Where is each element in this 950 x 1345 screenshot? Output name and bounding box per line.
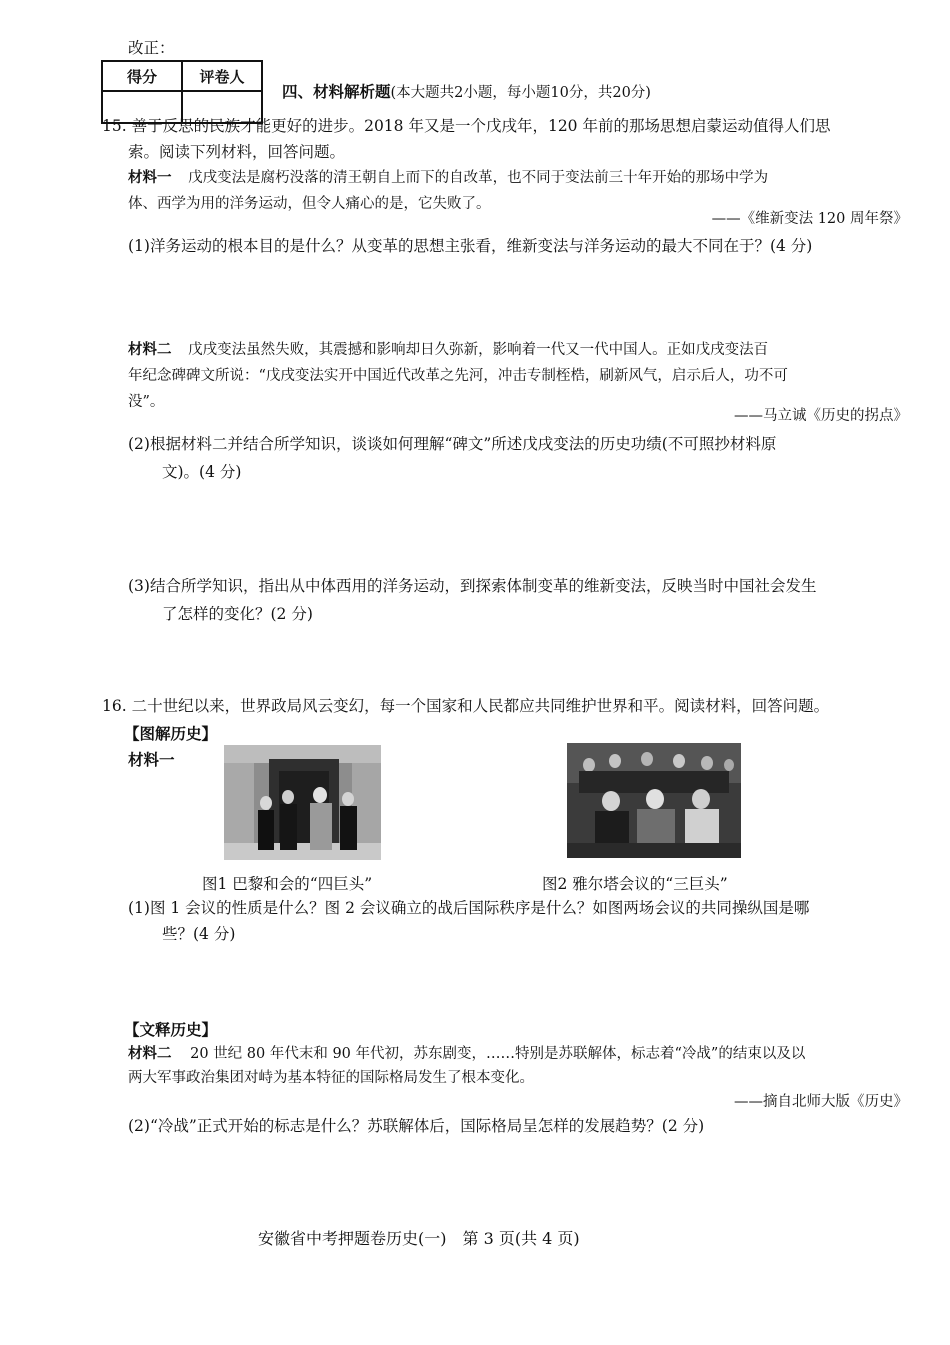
q16-material2-source: ——摘自北师大版《历史》	[734, 1094, 908, 1110]
page-footer: 安徽省中考押题卷历史(一) 第 3 页(共 4 页)	[258, 1229, 580, 1248]
q15-question1: (1)洋务运动的根本目的是什么？从变革的思想主张看，维新变法与洋务运动的最大不同在于？(4 分)	[128, 237, 813, 255]
fig1-caption: 图1 巴黎和会的“四巨头”	[202, 875, 373, 893]
q16-question1-line2: 些？(4 分)	[162, 925, 236, 943]
q16-question2: (2)“冷战”正式开始的标志是什么？苏联解体后，国际格局呈怎样的发展趋势？(2 分)	[128, 1117, 705, 1135]
q15-material1-line2: 体、西学为用的洋务运动，但令人痛心的是，它失败了。	[128, 196, 491, 212]
grader-header: 评卷人	[182, 61, 262, 91]
fig2-photo	[567, 743, 741, 858]
fig1-photo	[224, 745, 381, 860]
q15-material2-line1	[128, 338, 768, 359]
q15-material1-source: ——《维新变法 120 周年祭》	[711, 211, 908, 227]
q16-wenshi-label: 【文释历史】	[124, 1020, 218, 1039]
q15-question2-line2: 文)。(4 分)	[162, 463, 242, 481]
q15-question3-line2: 了怎样的变化？(2 分)	[162, 605, 313, 623]
q15-material2-line3: 没”。	[128, 394, 165, 410]
q15-material2-source: ——马立诚《历史的拐点》	[734, 408, 908, 424]
q16-material1-label: 材料一	[128, 750, 175, 769]
score-header: 得分	[102, 61, 182, 91]
q15-stem-line1: 15. 善于反思的民族才能更好的进步。2018 年又是一个戊戌年，120 年前的那场思想启蒙运动值得人们思	[102, 117, 831, 135]
section-title-text: 四、材料解析题	[282, 82, 391, 101]
q16-material2-text1: 20 世纪 80 年代末和 90 年代初，苏东剧变，……特别是苏联解体，标志着“冷战”的结束以及以	[190, 1046, 806, 1062]
section-note: (本大题共2小题，每小题10分，共20分)	[390, 85, 651, 101]
q15-material1-line1	[128, 166, 768, 187]
q15-material1-label: 材料一	[128, 169, 172, 186]
section-title	[282, 80, 651, 102]
q16-material2-label: 材料二	[128, 1045, 172, 1062]
q15-question3-line1: (3)结合所学知识，指出从中体西用的洋务运动，到探索体制变革的维新变法，反映当时中国社会发生	[128, 577, 817, 595]
q16-material2-line2: 两大军事政治集团对峙为基本特征的国际格局发生了根本变化。	[128, 1070, 534, 1086]
q16-tujie-label: 【图解历史】	[124, 724, 218, 743]
correction-label: 改正：	[128, 39, 175, 57]
q16-stem: 16. 二十世纪以来，世界政局风云变幻，每一个国家和人民都应共同维护世界和平。阅读材料，回答问题。	[102, 697, 830, 715]
q15-stem-line2: 索。阅读下列材料，回答问题。	[128, 143, 346, 161]
q15-material2-text1: 戊戌变法虽然失败，其震撼和影响却日久弥新，影响着一代又一代中国人。正如戊戌变法百	[188, 342, 769, 358]
q15-material2-line2: 年纪念碑碑文所说：“戊戌变法实开中国近代改革之先河，冲击专制桎梏，刷新风气，启示后人，功不可	[128, 368, 788, 384]
q15-question2-line1: (2)根据材料二并结合所学知识，谈谈如何理解“碑文”所述戊戌变法的历史功绩(不可照抄材料原	[128, 435, 777, 453]
q15-material2-label: 材料二	[128, 341, 172, 358]
q16-material2-line1	[128, 1042, 805, 1063]
q15-material1-text1: 戊戌变法是腐朽没落的清王朝自上而下的自改革，也不同于变法前三十年开始的那场中学为	[188, 170, 769, 186]
q16-question1-line1: (1)图 1 会议的性质是什么？图 2 会议确立的战后国际秩序是什么？如图两场会议的共同操纵国是哪	[128, 899, 810, 917]
fig2-caption: 图2 雅尔塔会议的“三巨头”	[542, 875, 728, 893]
